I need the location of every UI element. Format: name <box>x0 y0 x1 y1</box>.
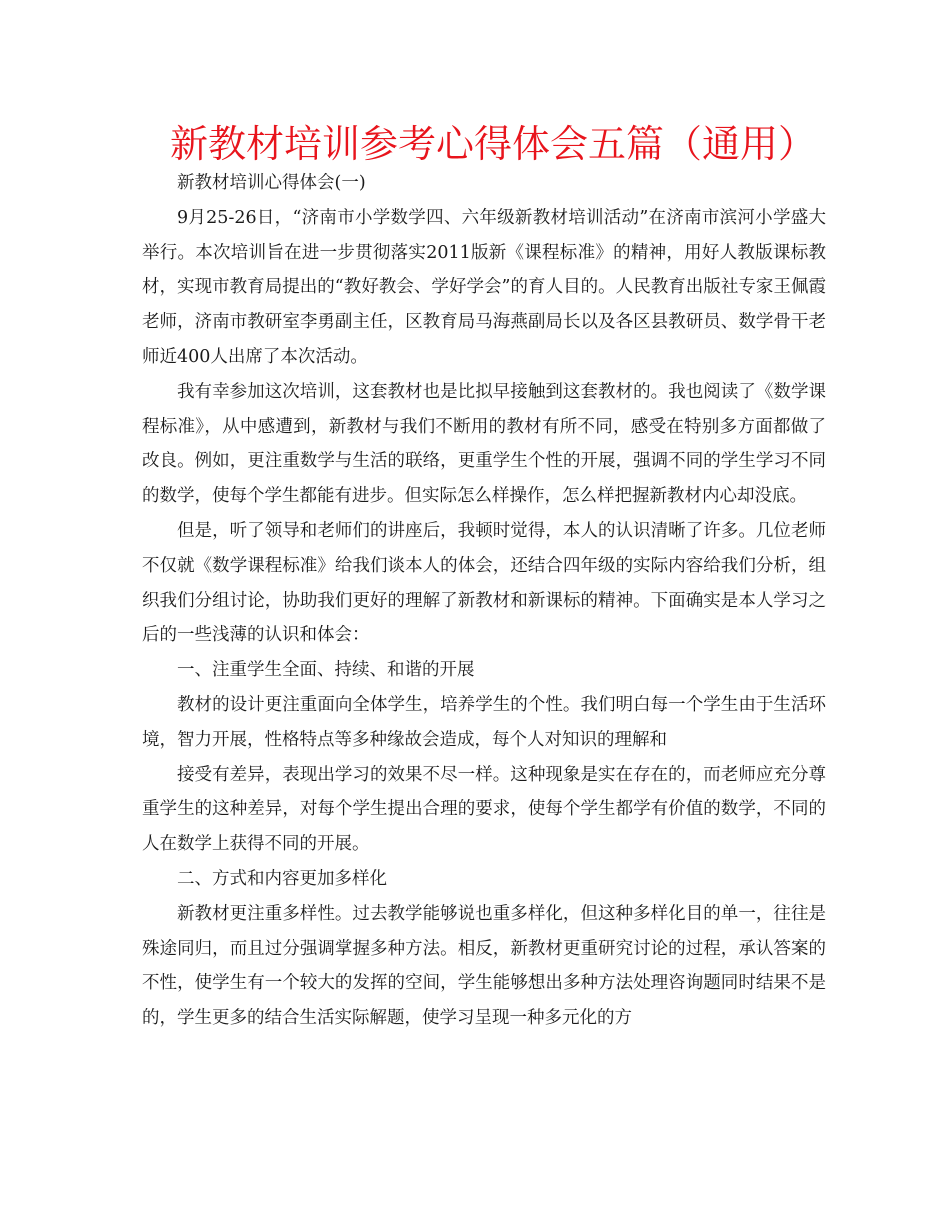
document-title: 新教材培训参考心得体会五篇（通用） <box>170 122 817 166</box>
section-heading-1: 一、注重学生全面、持续、和谐的开展 <box>177 660 475 681</box>
paragraph-4: 教材的设计更注重面向全体学生，培养学生的个性。我们明白每一个学生由于生活环境，智力开展，性格特点等多种缘故会造成，每个人对知识的理解和 <box>142 694 826 750</box>
paragraph-1: 9月25-26日，“济南市小学数学四、六年级新教材培训活动”在济南市滨河小学盛大举行。本次培训旨在进一步贯彻落实2011版新《课程标准》的精神，用好人教版课标教材，实现市教育局提出的“教好教会、学好学会”的育人目的。人民教育出版社专家王佩霞老师，济南市教研室李勇副主任，区教育局马海燕副局长以及各区县教研员、数学骨干老师近400人出席了本次活动。 <box>142 207 826 367</box>
paragraph-6: 新教材更注重多样性。过去教学能够说也重多样化，但这种多样化目的单一，往往是殊途同归，而且过分强调掌握多种方法。相反，新教材更重研究讨论的过程，承认答案的不性，使学生有一个较大的发挥的空间，学生能够想出多种方法处理咨询题同时结果不是的，学生更多的结合生活实际解题，使学习呈现一种多元化的方 <box>142 903 826 1029</box>
paragraph-2: 我有幸参加这次培训，这套教材也是比拟早接触到这套教材的。我也阅读了《数学课程标准》，从中感遭到，新教材与我们不断用的教材有所不同，感受在特别多方面都做了改良。例如，更注重数学与生活的联络，更重学生个性的开展，强调不同的学生学习不同的数学，使每个学生都能有进步。但实际怎么样操作，怎么样把握新教材内心却没底。 <box>142 381 826 507</box>
document-body <box>142 166 826 1036</box>
paragraph-3: 但是，听了领导和老师们的讲座后，我顿时觉得，本人的认识清晰了许多。几位老师不仅就《数学课程标准》给我们谈本人的体会，还结合四年级的实际内容给我们分析，组织我们分组讨论，协助我们更好的理解了新教材和新课标的精神。下面确实是本人学习之后的一些浅薄的认识和体会： <box>142 520 826 646</box>
section-subtitle: 新教材培训心得体会(一) <box>177 173 366 193</box>
paragraph-5: 接受有差异，表现出学习的效果不尽一样。这种现象是实在存在的，而老师应充分尊重学生的这种差异，对每个学生提出合理的要求，使每个学生都学有价值的数学，不同的人在数学上获得不同的开展。 <box>142 764 826 855</box>
section-heading-2: 二、方式和内容更加多样化 <box>177 868 387 889</box>
